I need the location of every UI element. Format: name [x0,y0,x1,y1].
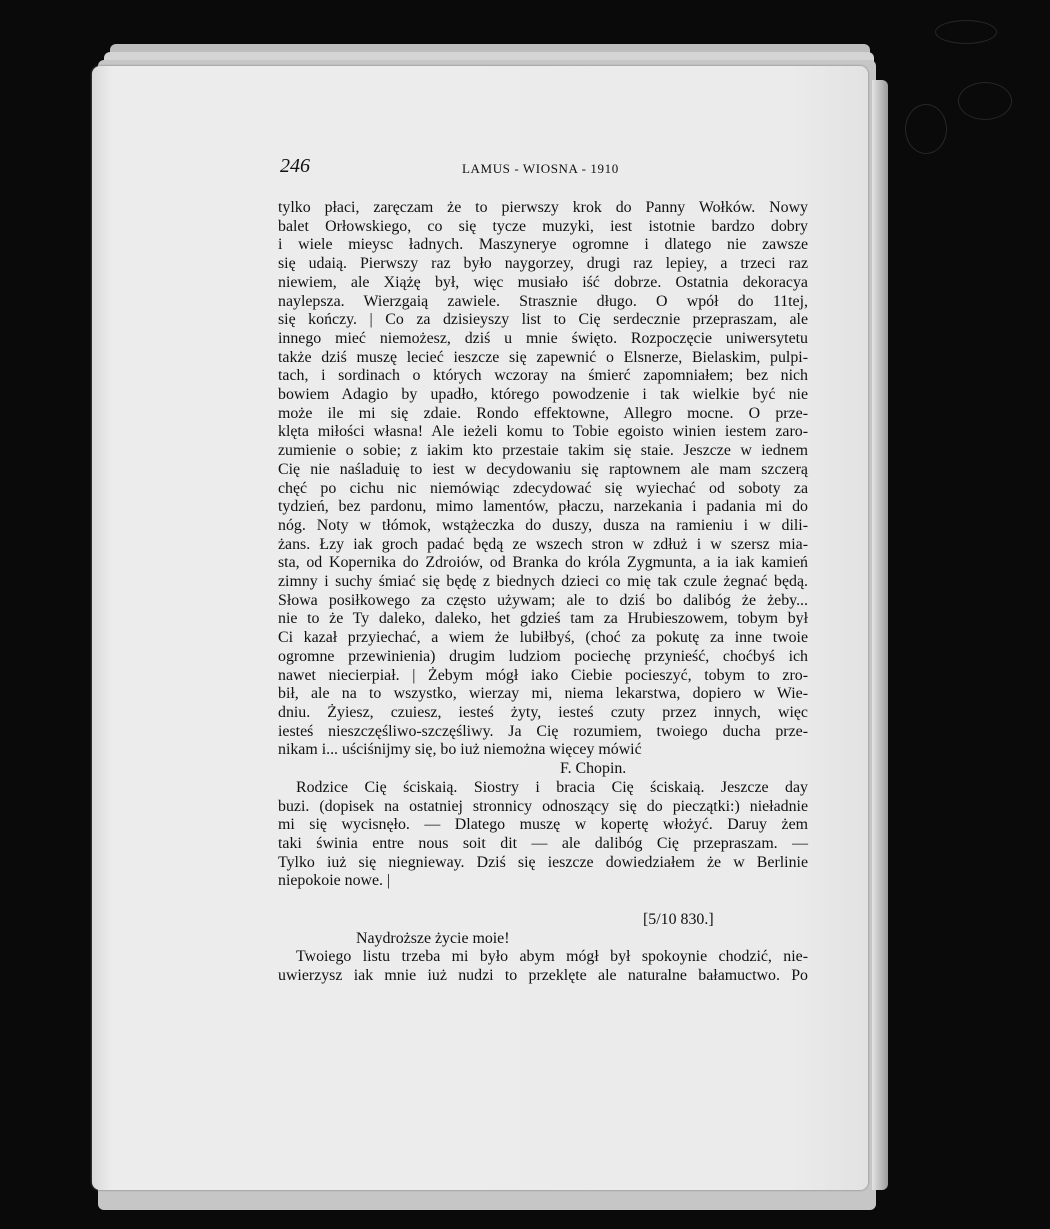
page-number: 246 [280,155,310,177]
text-line: niewiem, ale Xiążę był, więc musiało iść dobrze. Ostatnia dekoracya [278,273,808,291]
postscript-line: niepokoie nowe. | [278,872,391,890]
text-line: się kończy. | Co za dzisieyszy list to Cię serdecznie przepraszam, ale [278,311,808,329]
postscript-line: taki świnia entre nous soit dit — ale dalibóg Cię przepraszam. — [278,834,808,852]
text-line: Słowa posiłkowego za często używam; ale to dziś bo dalibóg że żeby... [278,591,808,609]
postscript-line: Rodzice Cię ściskaią. Siostry i bracia Cię ściskaią. Jeszcze day [296,778,808,796]
book-spine-edge [872,80,888,1190]
text-line: nawet niecierpiał. | Żebym mógł iako Ciebie pocieszyć, tobym to zro- [278,666,808,684]
text-line: dniu. Żyiesz, czuiesz, iesteś żyty, iesteś czuty przez innych, więc [278,703,808,721]
text-line: i wiele mieysc ładnych. Maszynerye ogromne i dlatego nie zawsze [278,236,808,254]
text-line: naylepsza. Wierzgaią zawiele. Strasznie długo. O wpół do 11tej, [278,292,808,310]
text-line: uwierzysz iak mnie iuż nudzi to przeklęte ale naturalne bałamuctwo. Po [278,967,808,985]
text-line: nie to że Ty daleko, daleko, het gdzieś tam za Hrubieszowem, tobym był [278,610,808,628]
text-line: chęć po cichu nic niemówiąc zdecydować się wyiechać od soboty za [278,479,808,497]
text-line: sta, od Kopernika do Zdroiów, od Branka do króla Zygmunta, a ia iak kamień [278,554,808,572]
text-line: tylko płaci, zaręczam że to pierwszy krok do Panny Wołków. Nowy [278,199,808,216]
letter-text [278,199,808,986]
text-line: tydzień, bez pardonu, mimo lamentów, płaczu, narzekania i padania mi do [278,498,808,516]
text-line: tach, i sordinach o których wczoray na śmierć zapomniałem; bez nich [278,367,808,385]
text-line: także dziś muszę lecieć ieszcze się zapewnić o Elsnerze, Bielaskim, pulpi- [278,348,808,366]
postscript-line: Tylko iuż się niegnieway. Dziś się ieszcze dowiedziałem że w Berlinie [278,853,808,871]
text-line: iesteś nieszczęśliwo-szczęśliwy. Ja Cię rozumiem, twoiego ducha prze- [278,722,808,740]
film-scratch-mark [958,82,1012,120]
postscript-line: mi się wycisnęło. — Dlatego muszę w kopertę włożyć. Daruy żem [278,816,808,834]
text-line: nóg. Noty w tłómok, wstążeczka do duszy, dusza na ramieniu i w dili- [278,516,808,534]
text-line: Cię nie naśladuię to iest w decydowaniu się raptownem ale mam szczerą [278,460,808,478]
text-line: ogromne przewinienia) drugim ludziom pociechę przynieść, choćbyś ich [278,647,808,665]
film-scratch-mark [935,20,997,44]
text-line: innego mieć niemożesz, dziś u mnie święto. Rozpoczęcie uniwersytetu [278,329,808,347]
text-line: nikam i... uściśnijmy się, bo iuż niemożna więcey mówić [278,741,642,759]
letter-greeting: Naydroższe życie moie! [356,929,510,947]
page-header [280,155,810,185]
text-line: zumienie o sobie; z iakim kto przestaie takim się staie. Jeszcze w iednem [278,442,808,460]
film-scratch-mark [905,104,947,154]
running-head: LAMUS - WIOSNA - 1910 [462,161,619,176]
text-line: Ci kazał przyiechać, a wiem że lubiłbyś, (choć za pokutę za inne twoie [278,629,808,647]
letter-date: [5/10 830.] [643,911,714,929]
text-line: żans. Łzy iak groch padać będą ze wszech stron w zdłuż i w szersz mia- [278,535,808,553]
text-line: balet Orłowskiego, co się tycze muzyki, iest istotnie bardzo dobry [278,217,808,235]
text-line: się udaią. Pierwszy raz było naygorzey, drugi raz lepiey, a trzeci raz [278,255,808,273]
text-line: klęta miłości własna! Ale ieżeli komu to Tobie egoisto winien iestem zaro- [278,423,808,441]
text-line: Twoiego listu trzeba mi było abym mógł był spokoynie chodzić, nie- [296,948,808,966]
text-line: może ile mi się zdaie. Rondo effektowne, Allegro mocne. O prze- [278,404,808,422]
postscript-line: buzi. (dopisek na ostatniej stronnicy odnoszący się do pieczątki:) nieładnie [278,797,808,815]
signature: F. Chopin. [560,760,627,778]
text-line: bił, ale na to wszystko, wierzay mi, niema lekarstwa, dopiero w Wie- [278,685,808,703]
text-line: zimny i suchy śmiać się będę z biednych dzieci co mię tak czule żegnać będą. [278,573,808,591]
text-line: bowiem Adagio by upadło, którego powodzenie i tak wielkie być nie [278,386,808,404]
